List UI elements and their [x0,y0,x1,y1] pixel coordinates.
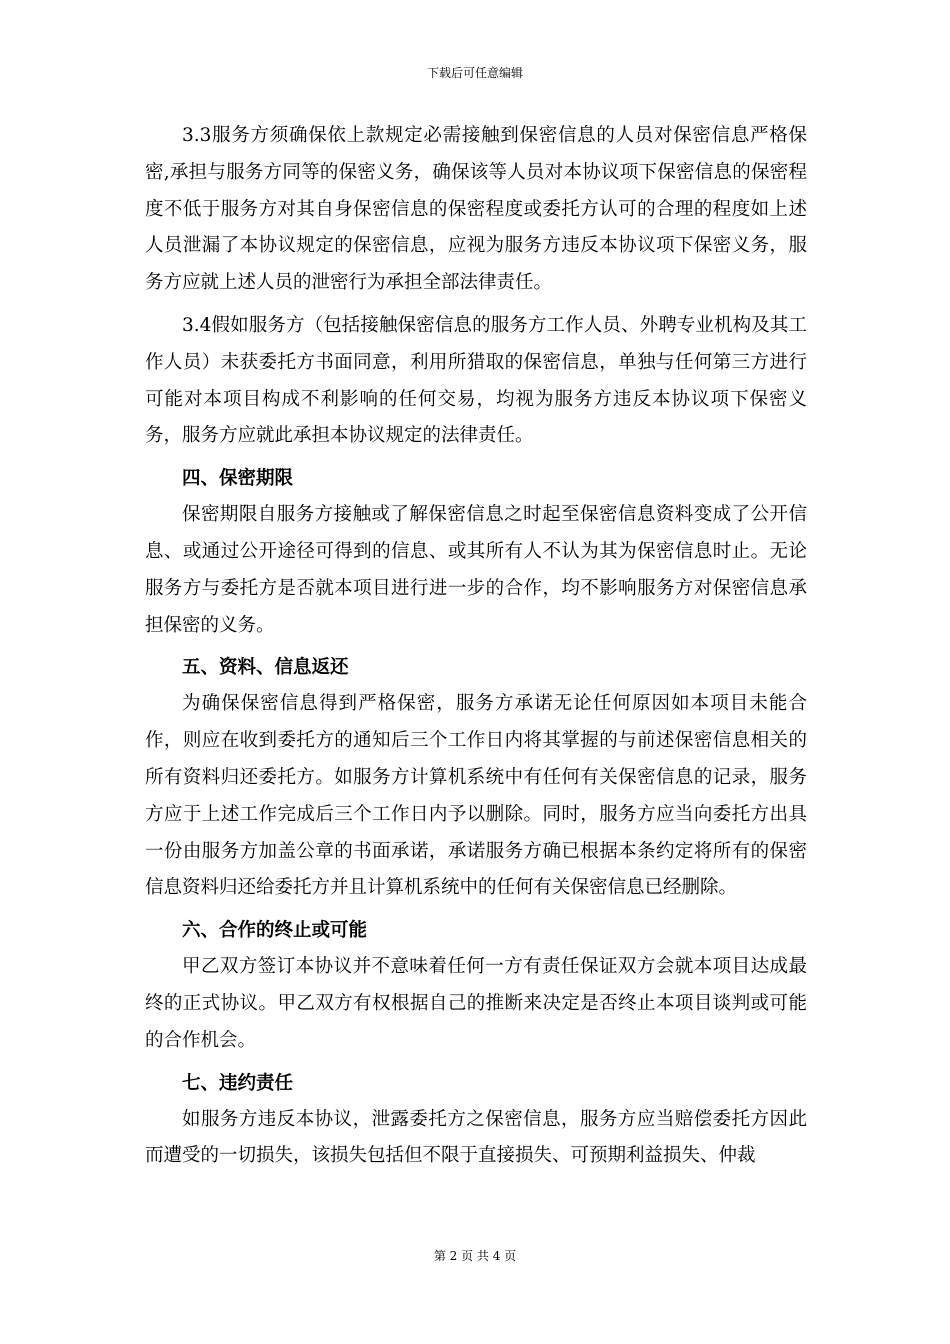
page-header: 下载后可任意编辑 [426,66,523,80]
confidentiality-period-paragraph: 保密期限自服务方接触或了解保密信息之时起至保密信息资料变成了公开信息、或通过公开途径可得到的信息、或其所有人不认为其为保密信息时止。无论服务方与委托方是否就本项目进行进一步的合作，均不影响服务方对保密信息承担保密的义务。 [145,504,807,636]
return-of-materials-paragraph: 为确保保密信息得到严格保密，服务方承诺无论任何原因如本项目未能合作，则应在收到委托方的通知后三个工作日内将其掌握的与前述保密信息相关的所有资料归还委托方。如服务方计算机系统中有任何有关保密信息的记录，服务方应于上述工作完成后三个工作日内予以删除。同时，服务方应当向委托方出具一份由服务方加盖公章的书面承诺，承诺服务方确已根据本条约定将所有的保密信息资料归还给委托方并且计算机系统中的任何有关保密信息已经删除。 [145,693,807,899]
page-footer: 第 2 页 共 4 页 [433,1249,517,1263]
clause-3-3: 3.3服务方须确保依上款规定必需接触到保密信息的人员对保密信息严格保密,承担与服务方同等的保密义务，确保该等人员对本协议项下保密信息的保密程度不低于服务方对其自身保密信息的保密程度或委托方认可的合理的程度如上述人员泄漏了本协议规定的保密信息，应视为服务方违反本协议项下保密义务，服务方应就上述人员的泄密行为承担全部法律责任。 [145,125,807,294]
clause-3-4: 3.4假如服务方（包括接触保密信息的服务方工作人员、外聘专业机构及其工作人员）未获委托方书面同意，利用所猎取的保密信息，单独与任何第三方进行可能对本项目构成不利影响的任何交易，均视为服务方违反本协议项下保密义务，服务方应就此承担本协议规定的法律责任。 [145,314,807,447]
section-heading-confidentiality-period: 四、保密期限 [182,468,294,490]
section-heading-termination: 六、合作的终止或可能 [182,920,368,942]
liability-paragraph: 如服务方违反本协议，泄露委托方之保密信息，服务方应当赔偿委托方因此而遭受的一切损失，该损失包括但不限于直接损失、可预期利益损失、仲裁 [145,1108,807,1167]
section-heading-return-of-materials: 五、资料、信息返还 [182,657,349,679]
document-body [145,118,807,1175]
section-heading-liability: 七、违约责任 [182,1072,294,1094]
termination-paragraph: 甲乙双方签订本协议并不意味着任何一方有责任保证双方会就本项目达成最终的正式协议。甲乙双方有权根据自己的推断来决定是否终止本项目谈判或可能的合作机会。 [145,956,807,1051]
